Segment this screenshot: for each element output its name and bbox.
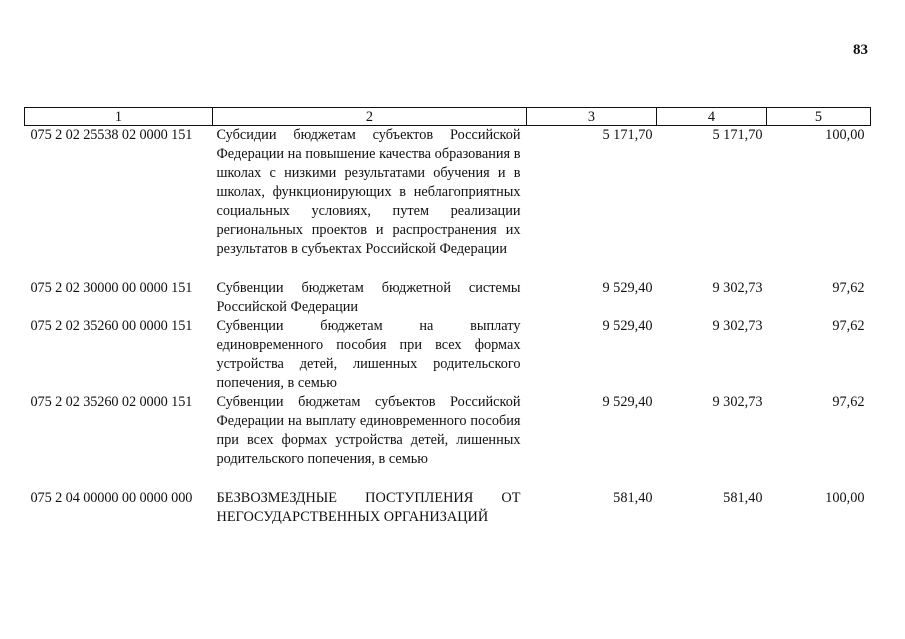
table-body — [25, 126, 871, 528]
column-header-1: 1 — [25, 108, 213, 126]
value-col-4: 9 302,73 — [712, 280, 763, 296]
value-col-4: 9 302,73 — [712, 318, 763, 334]
value-col-5: 97,62 — [832, 394, 865, 410]
budget-code: 075 2 02 30000 00 0000 151 — [30, 280, 193, 296]
item-name: Субвенции бюджетам на выплату единовременного пособия при всех формах устройства детей, лишенных родительского попечения, в семью — [216, 318, 521, 391]
row-spacer — [25, 259, 871, 279]
value-col-3: 9 529,40 — [602, 318, 653, 334]
value-col-3: 5 171,70 — [602, 127, 653, 143]
budget-code: 075 2 04 00000 00 0000 000 — [30, 490, 193, 506]
value-col-5: 100,00 — [825, 490, 865, 506]
table-row — [25, 489, 871, 527]
table-row — [25, 279, 871, 317]
column-number-row — [25, 108, 871, 126]
item-name: Субсидии бюджетам субъектов Российской Федерации на повышение качества образования в школах с низкими результатами обучения и в школах, функционирующих в неблагоприятных социальных условиях, путем реализации региональных проектов и распространения их результатов в субъектах Российской Федерации — [216, 127, 521, 257]
value-col-5: 100,00 — [825, 127, 865, 143]
table-row — [25, 317, 871, 393]
budget-code: 075 2 02 25538 02 0000 151 — [30, 127, 193, 143]
value-col-4: 5 171,70 — [712, 127, 763, 143]
value-col-3: 581,40 — [613, 490, 653, 506]
budget-code: 075 2 02 35260 02 0000 151 — [30, 394, 193, 410]
column-header-5: 5 — [767, 108, 871, 126]
column-header-4: 4 — [657, 108, 767, 126]
value-col-4: 581,40 — [723, 490, 763, 506]
value-col-3: 9 529,40 — [602, 280, 653, 296]
budget-code: 075 2 02 35260 00 0000 151 — [30, 318, 193, 334]
item-name: Субвенции бюджетам субъектов Российской Федерации на выплату единовременного пособия при всех формах устройства детей, лишенных родительского попечения, в семью — [216, 394, 521, 467]
value-col-5: 97,62 — [832, 280, 865, 296]
item-name: Субвенции бюджетам бюджетной системы Российской Федерации — [216, 280, 521, 315]
page-number: 83 — [853, 42, 868, 58]
table-header — [25, 108, 871, 126]
table-row — [25, 126, 871, 260]
row-spacer — [25, 469, 871, 489]
table-row — [25, 393, 871, 469]
budget-report-table — [24, 107, 871, 527]
column-header-3: 3 — [527, 108, 657, 126]
value-col-5: 97,62 — [832, 318, 865, 334]
value-col-3: 9 529,40 — [602, 394, 653, 410]
value-col-4: 9 302,73 — [712, 394, 763, 410]
column-header-2: 2 — [213, 108, 527, 126]
item-name: БЕЗВОЗМЕЗДНЫЕ ПОСТУПЛЕНИЯ ОТ НЕГОСУДАРСТВЕННЫХ ОРГАНИЗАЦИЙ — [216, 490, 521, 525]
